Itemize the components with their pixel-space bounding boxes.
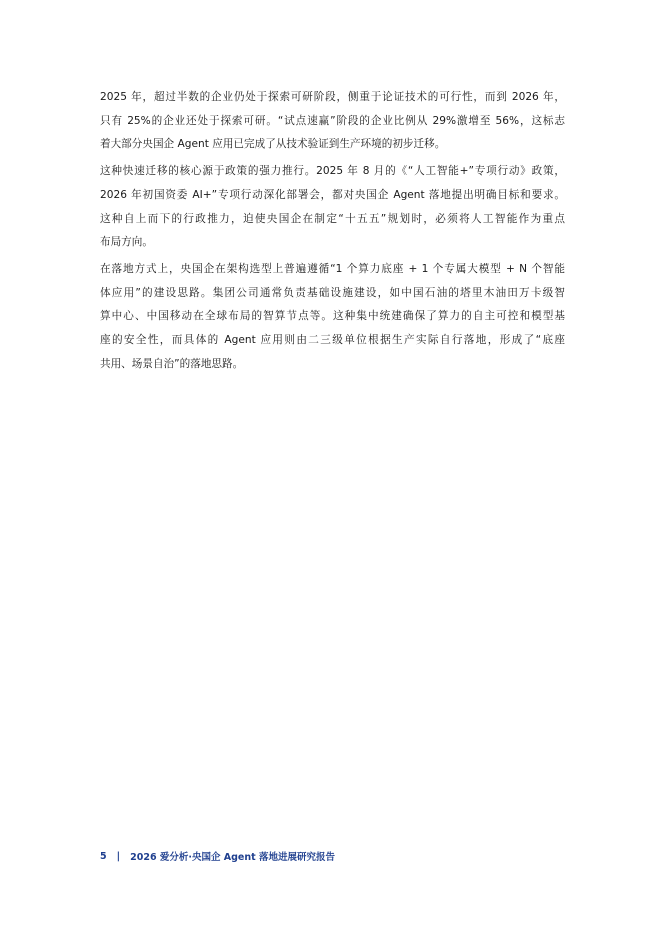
report-title: 2026 爱分析·央国企 Agent 落地进展研究报告: [130, 852, 335, 863]
text-line: 只有 25%的企业还处于探索可研。“试点速赢”阶段的企业比例从 29%激增至 56%，这标志: [100, 114, 565, 127]
text-line: 共用、场景自治”的落地思路。: [100, 357, 244, 370]
text-line: 2025 年，超过半数的企业仍处于探索可研阶段，侧重于论证技术的可行性，而到 2026 年，: [100, 91, 565, 103]
text-line: 在落地方式上，央国企在架构选型上普遍遵循“1 个算力底座 + 1 个专属大模型 + N 个智能: [100, 262, 565, 275]
text-line: 这种快速迁移的核心源于政策的强力推行。2025 年 8 月的《“人工智能+”专项行动》政策，: [100, 165, 565, 178]
text-line: 布局方向。: [100, 236, 153, 249]
text-line: 2026 年初国资委 AI+”专项行动深化部署会，都对央国企 Agent 落地提出明确目标和要求。: [100, 188, 565, 201]
text-line: 这种自上而下的行政推力，迫使央国企在制定“十五五”规划时，必须将人工智能作为重点: [100, 212, 565, 225]
page-footer: [100, 849, 335, 863]
text-line: 着大部分央国企 Agent 应用已完成了从技术验证到生产环境的初步迁移。: [100, 138, 446, 151]
page-number: 5: [100, 850, 107, 862]
body-text: [100, 86, 565, 379]
footer-separator: |: [116, 850, 121, 862]
paragraph-adoption-stages: [100, 86, 565, 157]
text-line: 座的安全性，而具体的 Agent 应用则由二三级单位根据生产实际自行落地，形成了“底座: [100, 334, 565, 347]
paragraph-deployment-approach: [100, 258, 565, 377]
text-line: 算中心、中国移动在全球布局的智算节点等。这种集中统建确保了算力的自主可控和模型基: [100, 310, 565, 323]
paragraph-policy-drivers: [100, 160, 565, 255]
text-line: 体应用”的建设思路。集团公司通常负责基础设施建设，如中国石油的塔里木油田万卡级智: [100, 286, 565, 299]
